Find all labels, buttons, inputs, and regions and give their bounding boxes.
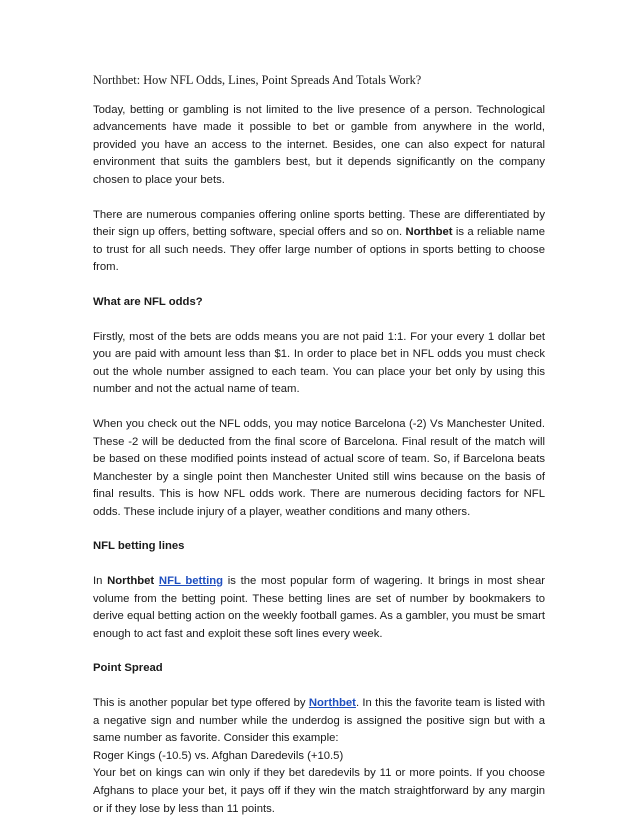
nfl-odds-paragraph-1: Firstly, most of the bets are odds means you are not paid 1:1. For your every 1 dollar bet you are paid with amount less than $1. In order to place bet in NFL odds you must check out the whole number assigned to each team. You can place your bet only by using this number and not the actual name of team. <box>93 330 545 396</box>
brand-name: Northbet <box>405 226 453 239</box>
nfl-odds-paragraph-2: When you check out the NFL odds, you may notice Barcelona (-2) Vs Manchester United. These -2 will be deducted from the final score of Barcelona. Final result of the match will be based on these modified points instead of actual score of team. So, if Barcelona beats Manchester by a single point then Manchester United still wins because on the basis of final results. This is how NFL odds work. There are numerous deciding factors for NFL odds. These include injury of a player, weather conditions and many others. <box>93 417 545 518</box>
document-title: Northbet: How NFL Odds, Lines, Point Spreads And Totals Work? <box>93 73 422 87</box>
section-heading-nfl-odds: What are NFL odds? <box>93 295 203 308</box>
point-spread-example: Roger Kings (-10.5) vs. Afghan Daredevils (+10.5) <box>93 749 344 762</box>
brand-name: Northbet <box>107 575 155 588</box>
point-spread-paragraph-1 <box>93 695 545 748</box>
point-spread-paragraph-2: Your bet on kings can win only if they bet daredevils by 11 or more points. If you choose Afghans to place your bet, it pays off if they win the match straightforward by any margin or if they lose by less than 11 points. <box>93 767 545 815</box>
betting-lines-text-b: is the most popular form of wagering. It brings in most shear volume from the betting point. These betting lines are set of number by bookmakers to derive equal betting action on the weekly football games. As a gambler, you must be smart enough to act fast and exploit these soft lines every week. <box>93 575 545 640</box>
section-heading-betting-lines: NFL betting lines <box>93 540 185 553</box>
section-heading-point-spread: Point Spread <box>93 662 163 675</box>
betting-lines-paragraph <box>93 573 545 643</box>
point-spread-text-b: . In this the favorite team is listed with a negative sign and number while the underdog is assigned the positive sign but with a same number as favorite. Consider this example: <box>93 697 545 745</box>
point-spread-text-a: This is another popular bet type offered by <box>93 697 309 710</box>
intro-paragraph-2 <box>93 207 545 277</box>
northbet-link[interactable]: Northbet <box>308 697 356 710</box>
intro-paragraph-1: Today, betting or gambling is not limited to the live presence of a person. Technological advancements have made it possible to bet or gamble from anywhere in the world, provided you have an access to the internet. Besides, one can also expect for natural environment that suits the gamblers best, but it depends significantly on the company chosen to place your bets. <box>93 103 545 186</box>
intro-paragraph-2-text-b: is a reliable name to trust for all such needs. They offer large number of options in sports betting to choose from. <box>93 226 545 274</box>
nfl-betting-link[interactable]: NFL betting <box>158 575 224 588</box>
intro-paragraph-2-text-a: There are numerous companies offering online sports betting. These are differentiated by their sign up offers, betting software, special offers and so on. <box>93 208 545 239</box>
betting-lines-text-a: In <box>93 575 108 588</box>
document-page <box>93 72 545 835</box>
